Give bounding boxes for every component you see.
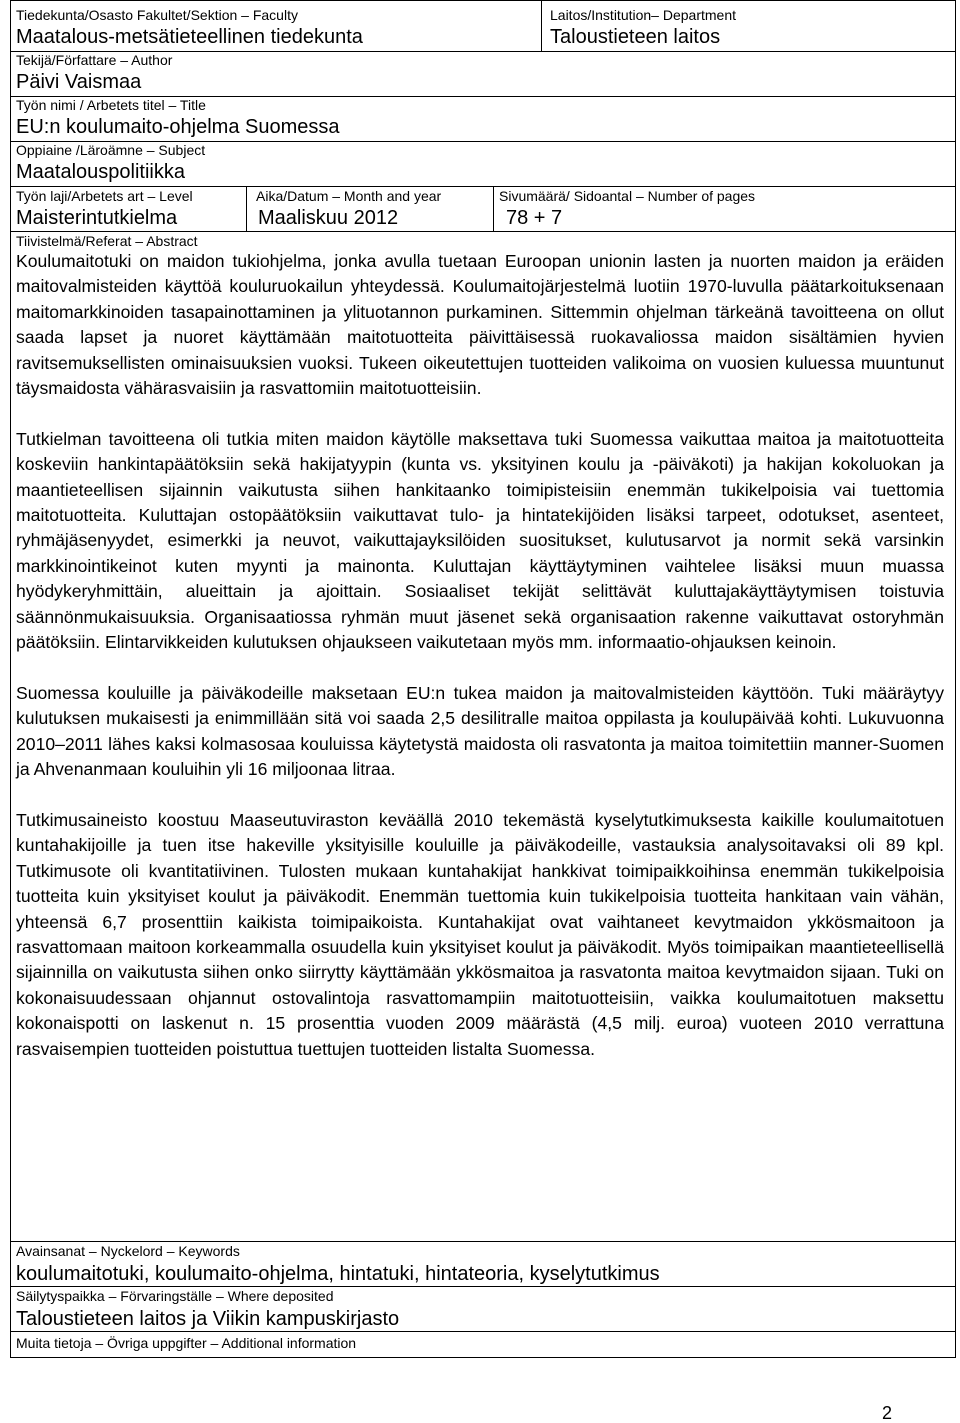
faculty-label: Tiedekunta/Osasto Fakultet/Sektion – Faculty xyxy=(16,7,298,23)
column-divider xyxy=(541,1,542,51)
abstract-paragraph: Koulumaitotuki on maidon tukiohjelma, jonka avulla tuetaan Euroopan unionin lasten ja nuorten maidon ja eräiden maitovalmisteiden käyttöä kouluruokailun yhteydessä. Koulumaitojärjestelmä luotiin 1970-luvulla päätarkoituksenaan maitomarkkinoiden tasapainottaminen ja ylituotannon purkaminen. Sittemmin ohjelman tärkeänä tavoitteena on ollut saada lapset ja nuoret käyttämään maitotuotteita päivittäisessä ruokavaliossa maidon sisältämien hyvien ravitsemuksellisten ominaisuuksien vuoksi. Tukeen oikeutettujen tuotteiden valikoima on vuosien kuluessa muuntunut täysmaidosta vähärasvaisiin ja rasvattomiin maitotuotteisiin. xyxy=(16,251,944,399)
subject-value: Maatalouspolitiikka xyxy=(16,161,185,183)
row-divider xyxy=(11,1331,955,1332)
pages-value: 78 + 7 xyxy=(506,207,563,229)
institution-label: Laitos/Institution– Department xyxy=(550,7,736,23)
pages-label: Sivumäärä/ Sidoantal – Number of pages xyxy=(499,188,756,204)
keywords-value: koulumaitotuki, koulumaito-ohjelma, hintatuki, hintateoria, kyselytutkimus xyxy=(16,1263,660,1285)
abstract-paragraph: Tutkimusaineisto koostuu Maaseutuviraston keväällä 2010 tekemästä kyselytutkimuksesta kaikille koulumaitotuen kuntahakijoille ja tuen itse hakeville yksityisille kouluille ja päiväkodeille, vastauksia analysoitavaksi oli 89 kpl. Tutkimusote oli kvantitatiivinen. Tulosten mukaan kuntahakijat hankkivat toimipaikkoihinsa enemmän tukikelpoisia tuotteita kuin yksityiset koulut ja päiväkodit. Enemmän tuettomia kuin tukikelpoisia tuotteita hankitaan vain vähän, yhteensä 6,7 prosenttiin kaikista toimipaikoista. Kuntahakijat ovat vaihtaneet kevytmaidon ykkösmaitoon ja rasvattomaan maitoon korkeammalla osuudella kuin yksityiset koulut ja päiväkodit. Myös toimipaikan maantieteellisellä sijainnilla on vaikutusta siihen onko siirrytty käyttämään ykkösmaitoa ja rasvatonta maitoa kevytmaidon sijaan. Tuki on kokonaisuudessaan ohjannut ostovalintoja rasvattomampiin maitotuotteisiin, vaikka koulumaitotuen maksettu kokonaispotti on laskenut n. 15 prosenttia vuoden 2009 määrästä (4,5 milj. euroa) vuoteen 2010 verrattuna rasvaisempien tuotteiden poistuttua tuettujen tuotteiden listalta Suomessa. xyxy=(16,809,944,1059)
level-value: Maisterintutkielma xyxy=(16,207,178,229)
column-divider xyxy=(493,186,494,231)
row-divider xyxy=(11,1286,955,1287)
title-value: EU:n koulumaito-ohjelma Suomessa xyxy=(16,116,340,138)
additional-label: Muita tietoja – Övriga uppgifter – Additional information xyxy=(16,1335,357,1351)
abstract-form xyxy=(10,0,956,1358)
date-value: Maaliskuu 2012 xyxy=(258,207,399,229)
faculty-value: Maatalous-metsätieteellinen tiedekunta xyxy=(16,26,363,48)
level-label: Työn laji/Arbetets art – Level xyxy=(16,188,193,204)
page-number: 2 xyxy=(881,1403,892,1423)
column-divider xyxy=(246,186,247,231)
subject-label: Oppiaine /Läroämne – Subject xyxy=(16,142,206,158)
institution-value: Taloustieteen laitos xyxy=(550,26,721,48)
abstract-label: Tiivistelmä/Referat – Abstract xyxy=(16,233,198,249)
row-divider xyxy=(11,1241,955,1242)
deposited-value: Taloustieteen laitos ja Viikin kampuskirjasto xyxy=(16,1308,400,1330)
keywords-label: Avainsanat – Nyckelord – Keywords xyxy=(16,1243,240,1259)
row-divider xyxy=(11,231,955,232)
date-label: Aika/Datum – Month and year xyxy=(256,188,442,204)
abstract-body xyxy=(16,249,944,1062)
author-value: Päivi Vaismaa xyxy=(16,71,142,93)
abstract-paragraph: Suomessa kouluille ja päiväkodeille maksetaan EU:n tukea maidon ja maitovalmisteiden käyttöön. Tuki määräytyy kulutuksen mukaisesti ja enimmillään sitä voi saada 2,5 desilitralle maitoa oppilasta ja koulupäivää kohti. Lukuvuonna 2010–2011 lähes kaksi kolmasosaa kouluissa käytetystä maidosta oli rasvatonta ja maitoa toimitettiin manner-Suomen ja Ahvenanmaan kouluihin yli 16 miljoonaa litraa. xyxy=(16,682,944,780)
deposited-label: Säilytyspaikka – Förvaringställe – Where deposited xyxy=(16,1288,334,1304)
abstract-paragraph: Tutkielman tavoitteena oli tutkia miten maidon käytölle maksettava tuki Suomessa vaikuttaa maitoa ja maitotuotteita koskeviin hankintapäätöksiin sekä hakijatyypin (kunta vs. yksityinen koulu ja -päiväkoti) ja hakijan kokoluokan ja maantieteellisen sijainnin vaikutusta siihen hankitaanko toimipisteisiin enemmän tukikelpoisia vai tuettomia maitotuotteita. Kuluttajan ostopäätöksiin vaikuttavat tulo- ja hintatekijöiden lisäksi tarpeet, odotukset, asenteet, ryhmäjäsenyydet, esimerkki ja neuvot, vaikuttajayksilöiden suositukset, kulutusarvot ja normit sekä varsinkin markkinointikeinot kuten myynti ja mainonta. Kuluttajan käyttäytyminen vaihtelee lisäksi muun muassa hyödykeryhmittäin, alueittain ja ajoittain. Sosiaaliset tekijät selittävät kuluttajakäyttäytymisen toistuvia säännönmukaisuuksia. Organisaatiossa ryhmän muut jäsenet sekä organisaation rakenne vaikuttavat ostoryhmän päätöksiin. Elintarvikkeiden kulutuksen ohjaukseen vaikutetaan myös mm. informaatio-ohjauksen keinoin. xyxy=(16,428,944,653)
title-label: Työn nimi / Arbetets titel – Title xyxy=(16,97,206,113)
author-label: Tekijä/Författare – Author xyxy=(16,52,173,68)
row-divider xyxy=(11,186,955,187)
